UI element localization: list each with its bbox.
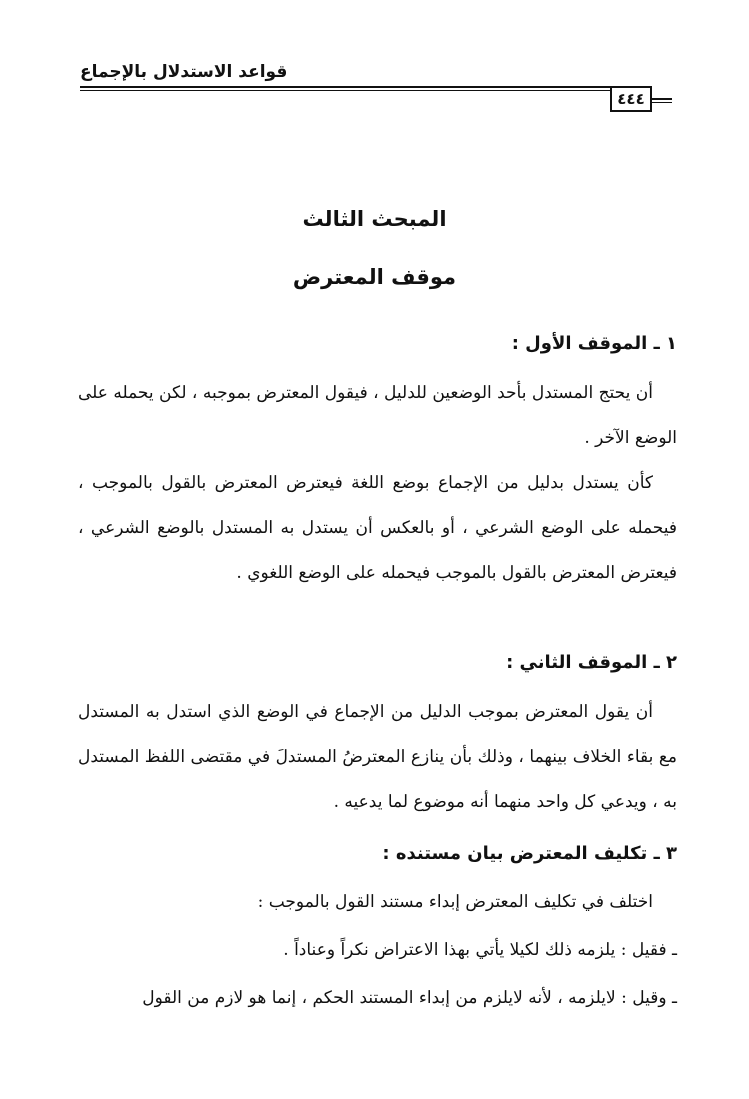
section-1-paragraph-1: أن يحتج المستدل بأحد الوضعين للدليل ، فيقول المعترض بموجبه ، لكن يحمله على الوضع الآخر . bbox=[78, 383, 677, 448]
section-3-line-3: ـ وقيل : لايلزمه ، لأنه لايلزم من إبداء المستند الحكم ، إنما هو لازم من القول bbox=[142, 988, 677, 1008]
section-heading-2: ٢ ـ الموقف الثاني : bbox=[506, 652, 677, 673]
section-heading-1: ١ ـ الموقف الأول : bbox=[511, 333, 677, 354]
header-rule-right-thin bbox=[652, 102, 672, 103]
header-rule-right bbox=[652, 98, 672, 100]
page-number: ٤٤٤ bbox=[610, 86, 652, 112]
section-3-line-1: اختلف في تكليف المعترض إبداء مستند القول بالموجب : bbox=[257, 892, 653, 912]
section-3-line-2: ـ فقيل : يلزمه ذلك لكيلا يأتي بهذا الاعتراض نكراً وعناداً . bbox=[283, 940, 677, 960]
section-heading-3: ٣ ـ تكليف المعترض بيان مستنده : bbox=[382, 843, 677, 864]
section-2-paragraph-1: أن يقول المعترض بموجب الدليل من الإجماع في الوضع الذي استدل به المستدل مع بقاء الخلاف بينهما ، وذلك بأن ينازع المعترضُ المستدلَ في مقتضى اللفظ المستدل به ، ويدعي كل واحد منهما أنه موضوع لما يدعيه . bbox=[78, 702, 677, 812]
section-1-paragraph-2: كأن يستدل بدليل من الإجماع بوضع اللغة فيعترض المعترض بالقول بالموجب ، فيحمله على الوضع الشرعي ، أو بالعكس أن يستدل به المستدل بالوضع الشرعي ، فيعترض المعترض بالقول بالموجب فيحمله على الوضع اللغوي . bbox=[78, 473, 677, 583]
running-header-title: قواعد الاستدلال بالإجماع bbox=[80, 62, 288, 82]
chapter-title: المبحث الثالث bbox=[302, 207, 447, 231]
chapter-subtitle: موقف المعترض bbox=[292, 265, 457, 289]
header-rule-thin bbox=[80, 90, 610, 91]
header-rule bbox=[80, 86, 610, 88]
